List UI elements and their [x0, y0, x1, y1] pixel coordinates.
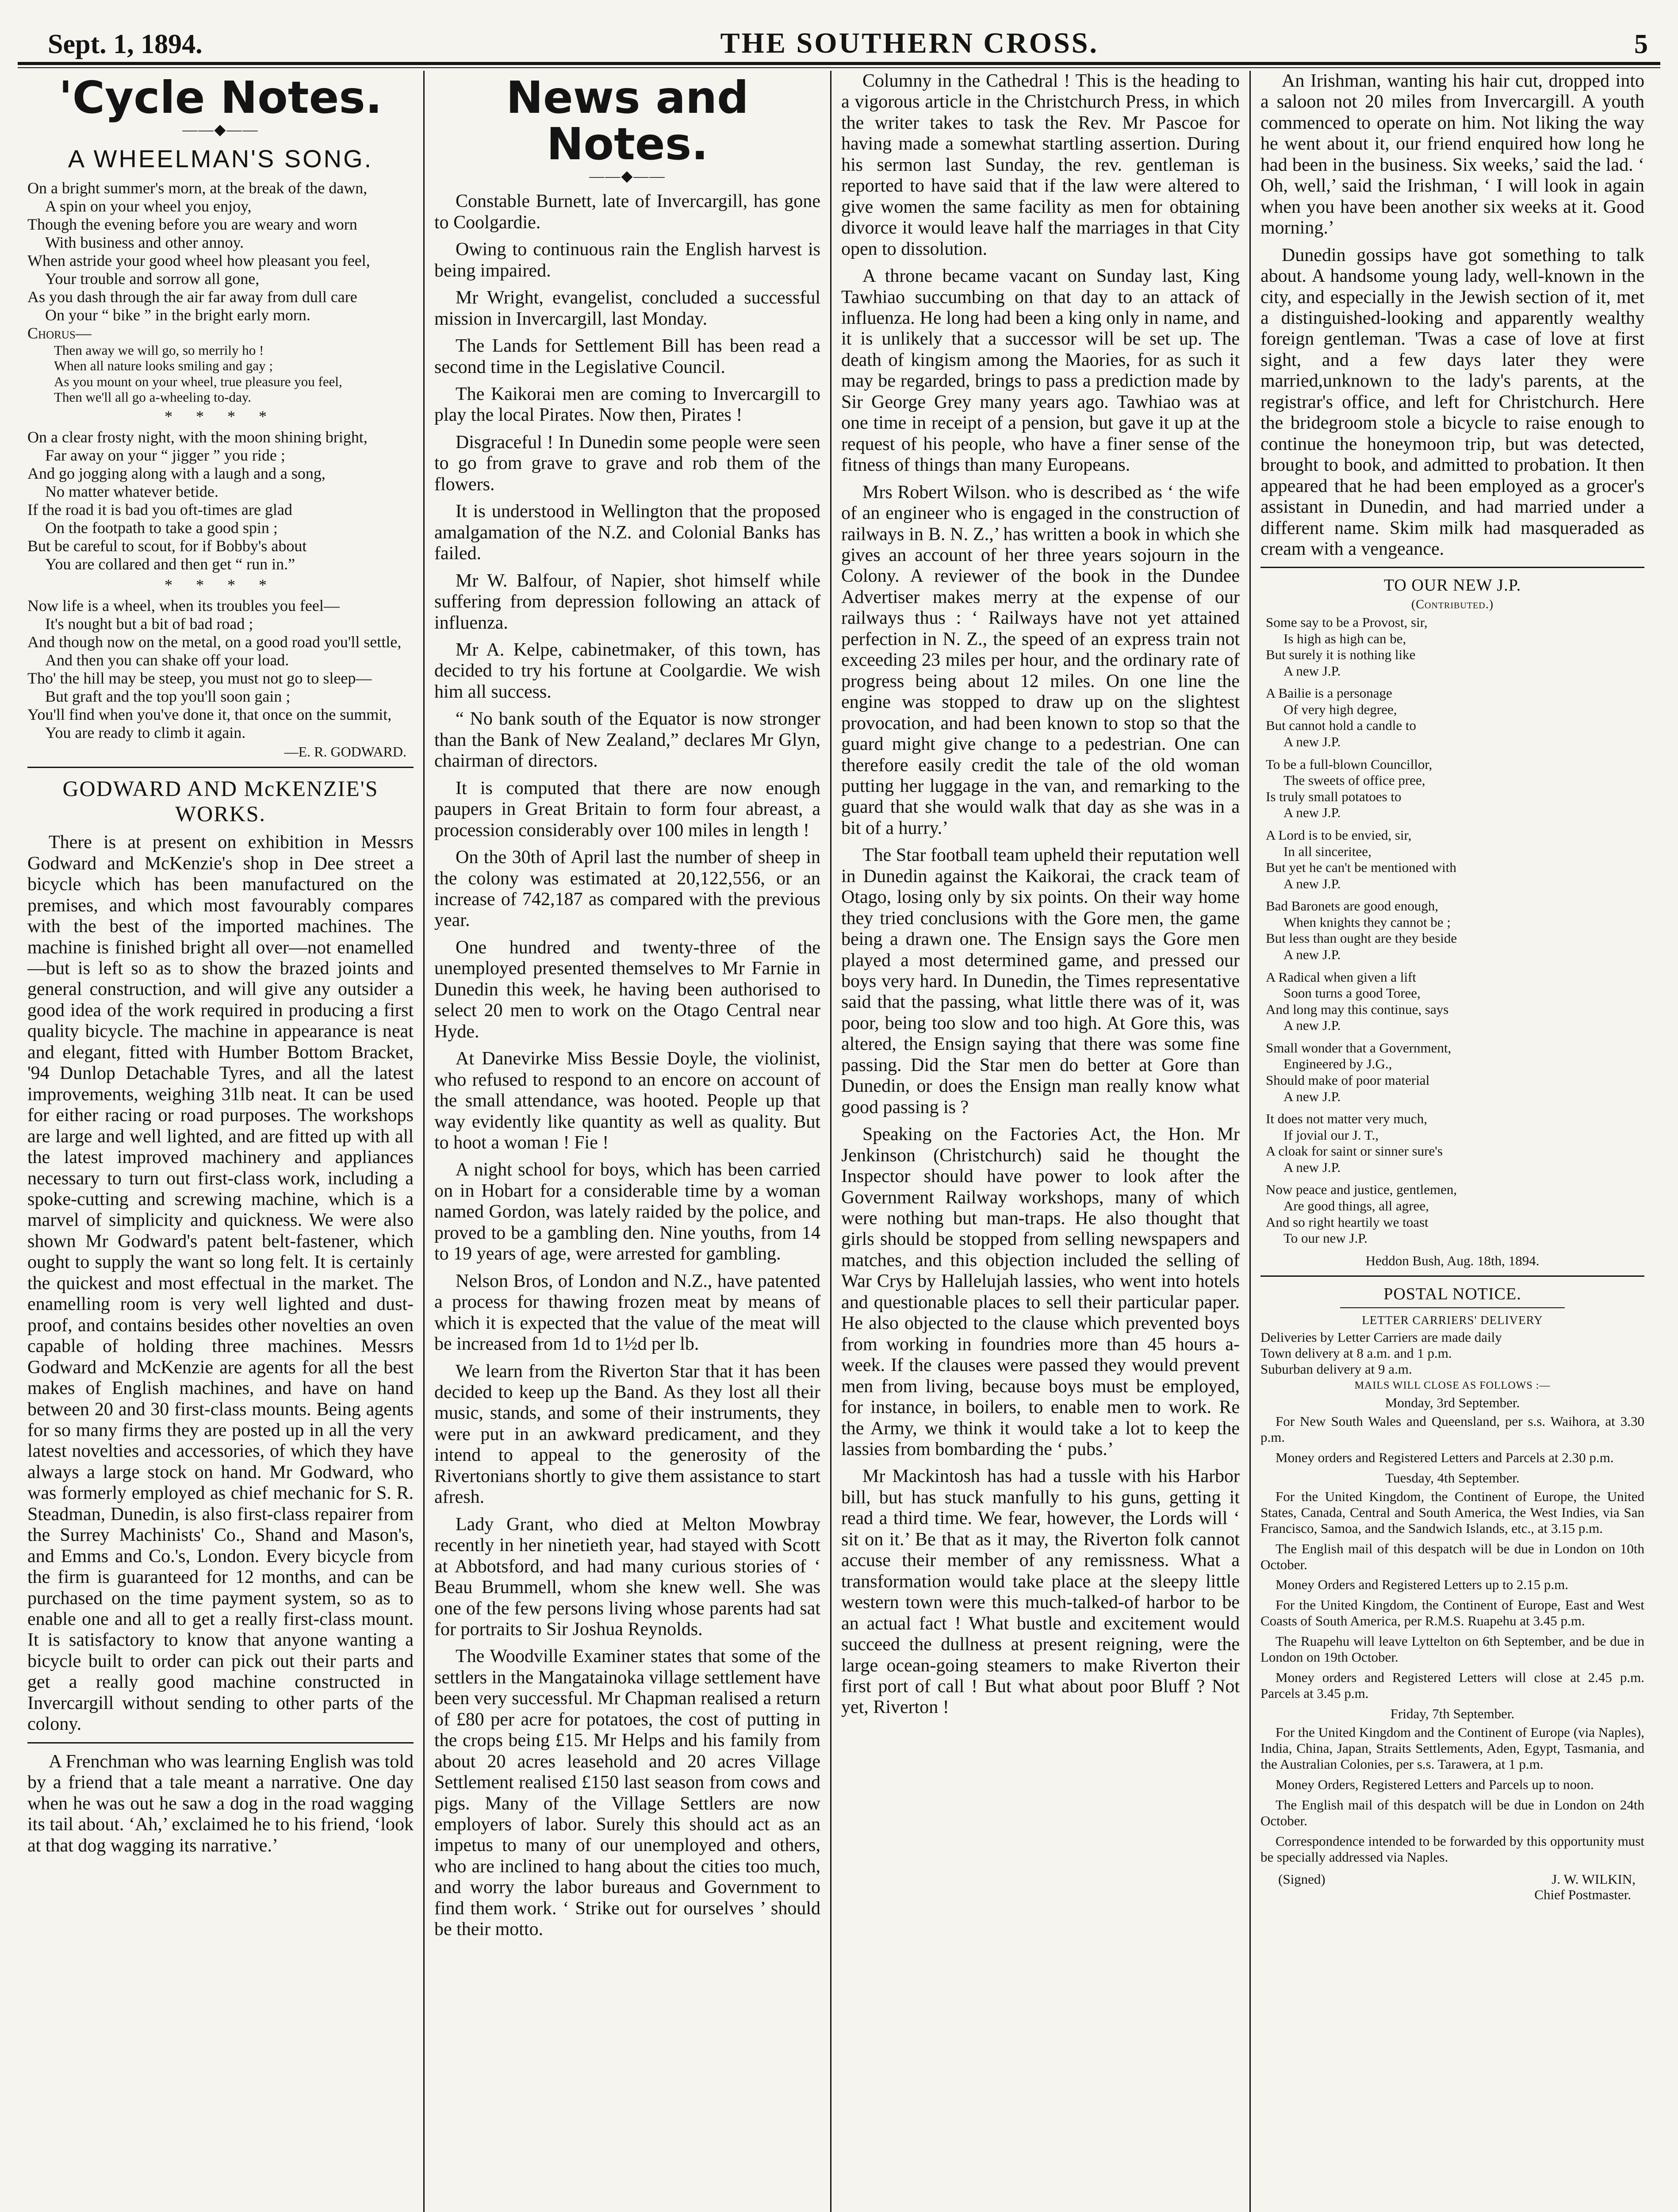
verse-line: A new J.P. — [1283, 1088, 1341, 1104]
news-item: Mr Wright, evangelist, concluded a successful mission in Invercargill, last Monday. — [434, 288, 820, 329]
verse-line: When astride your good wheel how pleasant you feel, — [27, 251, 370, 269]
mail-day: Friday, 7th September. — [1390, 1706, 1515, 1722]
verse-line: Some say to be a Provost, sir, — [1266, 614, 1428, 630]
verse-line: To our new J.P. — [1283, 1230, 1368, 1246]
postal-line: Deliveries by Letter Carriers are made daily — [1260, 1329, 1502, 1345]
verse-line: And go jogging along with a laugh and a song, — [27, 465, 326, 482]
mail-paragraph: The English mail of this despatch will be due in London on 10th October. — [1260, 1540, 1644, 1572]
song-verse-3 — [27, 597, 414, 742]
verse-line: You are collared and then get “ run in.” — [45, 555, 295, 573]
verse-line: Small wonder that a Government, — [1266, 1040, 1452, 1056]
mail-paragraph: For the United Kingdom and the Continent of Europe (via Naples), India, China, Japan, Straits Settlements, Aden, Egypt, Tasmania, and the Australian Colonies, per s.s. Tarawera, at 1 p.m. — [1260, 1724, 1644, 1772]
verse-line: Your trouble and sorrow all gone, — [45, 269, 260, 288]
verse-line: A Bailie is a personage — [1266, 685, 1392, 701]
masthead-rule — [18, 62, 1660, 68]
verse-line: But be careful to scout, for if Bobby's about — [27, 537, 307, 555]
mail-paragraph: Money orders and Registered Letters and Parcels at 2.30 p.m. — [1276, 1449, 1614, 1465]
verse-line: You are ready to climb it again. — [45, 724, 246, 742]
news-item: “ No bank south of the Equator is now stronger than the Bank of New Zealand,” declares Mr Glyn, chairman of directors. — [434, 709, 820, 772]
stars-divider: * * * * — [165, 407, 276, 426]
news-item: Mr Mackintosh has had a tussle with his Harbor bill, but has stuck manfully to his guns, getting it read a third time. We fear, however, the Lords will ‘ sit on it.’ Be that as it may, the Riverton folk cannot accuse their member of any remissness. What a transformation would take place at the sleepy little western town were this much-talked-of harbor to be an actual fact ! What bustle and excitement would succeed the dullness at present reigning, were the large ocean-going steamers to make Riverton their first port of call ! But what about poor Bluff ? Not yet, Riverton ! — [841, 1466, 1240, 1718]
news-item: Mrs Robert Wilson. who is described as ‘ the wife of an engineer who is engaged in the construction of railways in B. N. Z.,’ has written a book in which she gives an account of her three years sojourn in the Colony. A reviewer of the book in the Dundee Advertiser makes merry at the expense of our railways thus : ‘ Railways have not yet attained perfection in N. Z., the speed of an express train not exceeding 23 miles per hour, and the ordinary rate of progress being about 12 miles. On one line the engine was stopped to draw up on the slightest provocation, and had been known to stop so that the guard might give change to a pedestrian. One can therefore easily credit the tale of the old woman putting her luggage in the van, and remarking to the guard that she would walk that day as she was in a bit of a hurry.’ — [841, 482, 1240, 838]
song-verse-2 — [27, 428, 414, 573]
song-title: A WHEELMAN'S SONG. — [68, 145, 373, 173]
verse-line: But surely it is nothing like — [1266, 647, 1416, 663]
verse-line: On a clear frosty night, with the moon shining bright, — [27, 428, 368, 446]
news-item: We learn from the Riverton Star that it has been decided to keep up the Band. As they lost all their music, stands, and some of their instruments, they were put in an awkward predicament, and they intend to appeal to the generosity of the Rivertonians shortly to give them assistance to start afresh. — [434, 1361, 820, 1508]
chorus-line: As you mount on your wheel, true pleasure you feel, — [54, 373, 342, 389]
verse-line: A new J.P. — [1283, 663, 1341, 679]
news-item: Disgraceful ! In Dunedin some people were seen to go from grave to grave and rob them of the flowers. — [434, 432, 820, 495]
jp-stanza — [1266, 898, 1644, 963]
verse-line: A new J.P. — [1283, 1159, 1341, 1175]
jp-stanza — [1266, 1182, 1644, 1246]
jp-stanza — [1266, 1040, 1644, 1105]
verse-line: And long may this continue, says — [1266, 1001, 1449, 1017]
news-item: The Star football team upheld their reputation well in Dunedin against the Kaikorai, the crack team of Otago, losing only by six points. On their way home they tried conclusions with the Gore men, the game being a drawn one. The Ensign says the Gore men played a most determined game, and pressed our boys very hard. In Dunedin, the Times representative said that the passing, what little there was of it, was poor, being too slow and too high. At Gore this, was altered, the Ensign saying that there was some fine passing. Did the Star men do better at Gore than Dunedin, or does the Ensign man really know what good passing is ? — [841, 845, 1240, 1118]
postal-notice — [1260, 1329, 1644, 1865]
verse-line: In all sinceritee, — [1283, 843, 1372, 859]
mail-paragraph: Money Orders, Registered Letters and Parcels up to noon. — [1276, 1776, 1594, 1792]
verse-line: Are good things, all agree, — [1283, 1198, 1429, 1214]
verse-line: Is high as high can be, — [1283, 630, 1406, 646]
news-item: Columny in the Cathedral ! This is the heading to a vigorous article in the Christchurch Press, in which the writer takes to task the Rev. Mr Pascoe for having made a somewhat startling assertion. During his sermon last Sunday, the rev. gentleman is reported to have said that if the law were altered to give women the same facility as men for obtaining divorce it would leave half the marriages in that City open to dissolution. — [841, 71, 1240, 259]
works-article: There is at present on exhibition in Messrs Godward and McKenzie's shop in Dee street a bicycle which has been manufactured on the premises, and which most favourably compares with the best of the imported machines. The machine is finished bright all over—not enamelled—but is left so as to show the brazed joints and general construction, and will give any outsider a good idea of the work required in producing a first quality bicycle. The machine in appearance is neat and elegant, fitted with Humber Bottom Bracket, '94 Dunlop Detachable Tyres, and all the latest improvements, weighing 31lb neat. It can be used for either racing or road purposes. The workshops are large and well lighted, and are fitted up with all the latest improved machinery and appliances necessary to turn out first-class work, including a spoke-cutting and screwing machine, which is a marvel of simplicity and quickness. We were also shown Mr Godward's patent belt-fastener, which ought to supply the want so long felt. It is certainly the quickest and most effectual in the market. The enamelling room is very well lighted and dust-proof, and contains besides other novelties an oven capable of holding three machines. Messrs Godward and McKenzie are agents for all the best makes of English machines, and have on hand between 20 and 30 first-class mounts. Being agents for so many firms they are posted up in all the very latest novelties and accessories, of which they have always a large stock on hand. Mr Godward, who was formerly employed as chief mechanic for S. R. Steadman, Dunedin, is also first-class repairer from the Surrey Machinists' Co., Shand and Mason's, and Emms and Co.'s, London. Every bicycle from the firm is guaranteed for 12 months, and can be purchased on the time payment system, so as to enable one and all to get a really first-class mount. It is satisfactory to know that anyone wanting a bicycle built to order can pick out their parts and get a really good machine constructed in Invercargill without sending to other parts of the colony. — [27, 832, 414, 1735]
verse-line: Is truly small potatoes to — [1266, 788, 1402, 804]
columns — [18, 71, 1660, 2212]
verse-line: With business and other annoy. — [45, 233, 244, 251]
verse-line: A Radical when given a lift — [1266, 969, 1417, 985]
mails-close-heading: MAILS WILL CLOSE AS FOLLOWS :— — [1354, 1380, 1551, 1392]
column-divider — [1260, 567, 1644, 568]
column-4 — [1251, 71, 1654, 2212]
heading-ornament: ——◆—— — [182, 122, 259, 138]
column-3 — [831, 71, 1251, 2212]
verse-line: It does not matter very much, — [1266, 1111, 1428, 1127]
column-divider — [27, 1742, 414, 1743]
verse-line: But yet he can't be mentioned with — [1266, 860, 1456, 876]
chorus-label: Chorus— — [27, 324, 92, 342]
chorus-line: Then away we will go, so merrily ho ! — [54, 342, 264, 358]
jp-stanza — [1266, 757, 1644, 821]
news-item: A throne became vacant on Sunday last, King Tawhiao succumbing on that day to an attack of influenza. He long had been a king only in name, and it is unlikely that a successor will be set up. The death of kingism among the Maories, for as such it may be regarded, brings to pass a prediction made by Sir George Grey many years ago. Tawhiao was at one time in receipt of a pension, but gave it up at the request of his people, who have a finer sense of the fitness of things than many Europeans. — [841, 266, 1240, 476]
news-item: Nelson Bros, of London and N.Z., have patented a process for thawing frozen meat by means of which it is expected that the value of the meat will be increased from 1d to 1½d per lb. — [434, 1271, 820, 1355]
paper-title: THE SOUTHERN CROSS. — [720, 27, 1099, 59]
masthead — [18, 8, 1660, 60]
verse-line: Should make of poor material — [1266, 1072, 1430, 1088]
mail-paragraph: For New South Wales and Queensland, per s.s. Waihora, at 3.30 p.m. — [1260, 1413, 1644, 1445]
cycle-notes-heading: 'Cycle Notes. — [59, 72, 382, 123]
verse-line: On your “ bike ” in the bright early morn. — [45, 306, 310, 324]
column-1 — [18, 71, 425, 2212]
verse-line: To be a full-blown Councillor, — [1266, 756, 1433, 772]
verse-line: Far away on your “ jigger ” you ride ; — [45, 446, 285, 464]
verse-line: Now peace and justice, gentlemen, — [1266, 1182, 1457, 1198]
verse-line: If the road it is bad you oft-times are glad — [27, 501, 292, 519]
news-item: One hundred and twenty-three of the unemployed presented themselves to Mr Farnie in Dunedin this week, he having been authorised to select 20 men to work on the Otago Central near Hyde. — [434, 937, 820, 1042]
news-item: Lady Grant, who died at Melton Mowbray recently in her ninetieth year, had stayed with Scott at Abbotsford, and had many curious stories of ‘ Beau Brummell, whom she knew well. She was one of the few persons living whose parents had sat for portraits to Sir Joshua Reynolds. — [434, 1514, 820, 1640]
mail-paragraph: For the United Kingdom, the Continent of Europe, East and West Coasts of South America, per R.M.S. Ruapehu at 3.45 p.m. — [1260, 1597, 1644, 1629]
news-notes-heading: News and Notes. — [506, 72, 749, 170]
jp-stanza — [1266, 685, 1644, 750]
news-item: At Danevirke Miss Bessie Doyle, the violinist, who refused to respond to an encore on account of the small attendance, was hooted. People up that way evidently like quantity as well as quality. But to hoot a woman ! Fie ! — [434, 1048, 820, 1153]
mail-paragraph: Correspondence intended to be forwarded by this opportunity must be specially addressed via Naples. — [1260, 1833, 1644, 1865]
mail-paragraph: Money orders and Registered Letters will close at 2.45 p.m. Parcels at 3.45 p.m. — [1260, 1670, 1644, 1701]
postal-subtitle: LETTER CARRIERS' DELIVERY — [1362, 1313, 1543, 1327]
mail-day: Monday, 3rd September. — [1385, 1394, 1520, 1410]
news-item: The Lands for Settlement Bill has been read a second time in the Legislative Council. — [434, 336, 820, 377]
verse-line: But less than ought are they beside — [1266, 930, 1457, 946]
works-title: GODWARD AND McKENZIE'S WORKS. — [62, 776, 379, 826]
news-item: On the 30th of April last the number of sheep in the colony was estimated at 20,122,556, or an increase of 742,187 as compared with the previous year. — [434, 847, 820, 931]
verse-line: If jovial our J. T., — [1283, 1127, 1379, 1143]
mail-paragraph: The Ruapehu will leave Lyttelton on 6th September, and be due in London on 19th October. — [1260, 1633, 1644, 1665]
verse-line: But cannot hold a candle to — [1266, 718, 1417, 733]
verse-line: Though the evening before you are weary and worn — [27, 215, 357, 233]
verse-line: Now life is a wheel, when its troubles you feel— — [27, 596, 340, 614]
verse-line: When knights they cannot be ; — [1283, 914, 1451, 930]
jp-poem-place-date: Heddon Bush, Aug. 18th, 1894. — [1365, 1252, 1540, 1268]
jp-contributed: (Contributed.) — [1411, 598, 1494, 612]
jp-stanza — [1266, 827, 1644, 892]
jp-poem-title: TO OUR NEW J.P. — [1383, 576, 1521, 595]
verse-line: Engineered by J.G., — [1283, 1056, 1392, 1072]
news-item: Speaking on the Factories Act, the Hon. Mr Jenkinson (Christchurch) said he thought the Inspector should have power to look after the Government Railway workshops, many of which were nothing but man-traps. He also thought that girls should be stopped from selling newspapers and matches, and this objection included the selling of War Crys by Hallelujah lassies, who went into hotels and questionable places to sell their particular paper. He also objected to the clause which prevented boys from working in foundries more than 45 hours a-week. If the clauses were passed they would prevent men from living, because boys must be employed, for instance, in boilers, to enable men to work. Re the Army, we think it would take a lot to keep the lassies from bombarding the ‘ pubs.’ — [841, 1124, 1240, 1459]
verse-line: Of very high degree, — [1283, 701, 1397, 717]
verse-line: Soon turns a good Toree, — [1283, 985, 1421, 1001]
page-number: 5 — [1634, 29, 1648, 59]
irishman-anecdote: An Irishman, wanting his hair cut, dropped into a saloon not 20 miles from Invercargill. A youth commenced to operate on him. Not liking the way he went about it, our friend enquired how long he had been in the business. Six weeks,’ said the lad. ‘ Oh, well,’ said the Irishman, ‘ I will look in again when you have been another six weeks at it. Good morning.’ — [1260, 71, 1644, 238]
verse-line: As you dash through the air far away from dull care — [27, 288, 357, 306]
postmaster-signature — [1260, 1870, 1644, 1887]
verse-line: A cloak for saint or sinner sure's — [1266, 1143, 1443, 1159]
news-item: Owing to continuous rain the English harvest is being impaired. — [434, 239, 820, 281]
column-2 — [425, 71, 831, 2212]
short-rule — [1340, 1307, 1565, 1308]
jp-stanza — [1266, 614, 1644, 679]
verse-line: It's nought but a bit of bad road ; — [45, 614, 253, 633]
column-divider — [1260, 1275, 1644, 1277]
verse-line: Tho' the hill may be steep, you must not go to sleep— — [27, 669, 372, 687]
jp-stanza — [1266, 969, 1644, 1034]
verse-line: And then you can shake off your load. — [45, 651, 289, 669]
signed-label: (Signed) — [1278, 1871, 1326, 1887]
jp-stanza — [1266, 1111, 1644, 1175]
stars-divider: * * * * — [165, 576, 276, 594]
song-verse-1 — [27, 179, 414, 405]
verse-line: A new J.P. — [1283, 946, 1341, 962]
chorus-line: Then we'll all go a-wheeling to-day. — [54, 389, 252, 405]
verse-line: And though now on the metal, on a good road you'll settle, — [27, 633, 402, 651]
signed-title: Chief Postmaster. — [1534, 1886, 1631, 1902]
dunedin-gossip: Dunedin gossips have got something to talk about. A handsome young lady, well-known in the city, and especially in the Jewish section of it, met a distinguished-looking and apparently wealthy foreign gentleman. 'Twas a case of love at first sight, and a few days later they were married,unknown to the lady's parents, at the registrar's office, and left for Christchurch. Here the bridegroom stole a bicycle to raise enough to continue the honeymoon trip, but was detected, brought to book, and admitted to probation. It then appeared that he had been employed as a grocer's assistant in Dunedin, and had married under a different name. Skim milk had masqueraded as cream with a vengeance. — [1260, 245, 1644, 559]
news-item: It is computed that there are now enough paupers in Great Britain to form four abreast, a procession considerably over 100 miles in length ! — [434, 778, 820, 841]
verse-line: The sweets of office pree, — [1283, 772, 1425, 788]
news-item: Constable Burnett, late of Invercargill, has gone to Coolgardie. — [434, 191, 820, 233]
verse-line: But graft and the top you'll soon gain ; — [45, 687, 291, 706]
mail-paragraph: Money Orders and Registered Letters up to 2.15 p.m. — [1276, 1577, 1569, 1593]
column-divider — [27, 767, 414, 768]
news-item: The Woodville Examiner states that some of the settlers in the Mangatainoka village settlement have been very successful. Mr Chapman realised a return of £80 per acre for potatoes, the cost of putting in the crops being £15. Mr Helps and his family from about 20 acres leasehold and 20 acres Village Settlement realised £150 last season from cows and pigs. Many of the Village Settlers are now employers of labor. Surely this should act as an impetus to many of our unemployed and others, who are inclined to hang about the cities too much, and worry the labor bureaus and Government to find them work. ‘ Strike out for ourselves ’ should be their motto. — [434, 1646, 820, 1940]
issue-date: Sept. 1, 1894. — [48, 29, 203, 59]
verse-line: On the footpath to take a good spin ; — [45, 519, 278, 537]
song-signature: —E. R. GODWARD. — [284, 744, 406, 760]
mail-day: Tuesday, 4th September. — [1385, 1470, 1520, 1486]
postal-line: Suburban delivery at 9 a.m. — [1260, 1361, 1412, 1377]
frenchman-anecdote: A Frenchman who was learning English was told by a friend that a tale meant a narrative. One day when he was out he saw a dog in the road wagging its tail about. ‘Ah,’ exclaimed he to his friend, ‘look at that dog wagging its narrative.’ — [27, 1751, 414, 1856]
mail-paragraph: The English mail of this despatch will be due in London on 24th October. — [1260, 1797, 1644, 1828]
verse-line: And so right heartily we toast — [1266, 1214, 1429, 1230]
news-item: Mr A. Kelpe, cabinetmaker, of this town, has decided to try his fortune at Coolgardie. We wish him all success. — [434, 640, 820, 702]
heading-ornament: ——◆—— — [589, 168, 666, 184]
news-item: It is understood in Wellington that the proposed amalgamation of the N.Z. and Colonial Banks has failed. — [434, 501, 820, 564]
postal-line: Town delivery at 8 a.m. and 1 p.m. — [1260, 1345, 1452, 1361]
verse-line: You'll find when you've done it, that once on the summit, — [27, 706, 392, 724]
mail-paragraph: For the United Kingdom, the Continent of Europe, the United States, Canada, Central and South America, the West Indies, via San Francisco, Samoa, and the Sandwich Islands, etc., at 3.15 p.m. — [1260, 1488, 1644, 1536]
verse-line: Bad Baronets are good enough, — [1266, 898, 1438, 914]
news-item: Mr W. Balfour, of Napier, shot himself while suffering from depression following an attack of influenza. — [434, 570, 820, 633]
verse-line: A new J.P. — [1283, 734, 1341, 750]
verse-line: A new J.P. — [1283, 805, 1341, 821]
verse-line: A new J.P. — [1283, 1018, 1341, 1033]
verse-line: On a bright summer's morn, at the break of the dawn, — [27, 179, 368, 197]
chorus-line: When all nature looks smiling and gay ; — [54, 358, 273, 374]
news-item: A night school for boys, which has been carried on in Hobart for a considerable time by a woman named Gordon, was lately raided by the police, and proved to be a gambling den. Nine youths, from 14 to 19 years of age, were arrested for gambling. — [434, 1160, 820, 1264]
verse-line: A Lord is to be envied, sir, — [1266, 827, 1412, 843]
postal-notice-title: POSTAL NOTICE. — [1383, 1284, 1521, 1303]
news-item: The Kaikorai men are coming to Invercargill to play the local Pirates. Now then, Pirates ! — [434, 384, 820, 426]
verse-line: A spin on your wheel you enjoy, — [45, 197, 252, 215]
jp-poem — [1260, 614, 1644, 1247]
verse-line: No matter whatever betide. — [45, 483, 218, 501]
signed-name: J. W. WILKIN, — [1552, 1871, 1636, 1887]
verse-line: A new J.P. — [1283, 876, 1341, 891]
